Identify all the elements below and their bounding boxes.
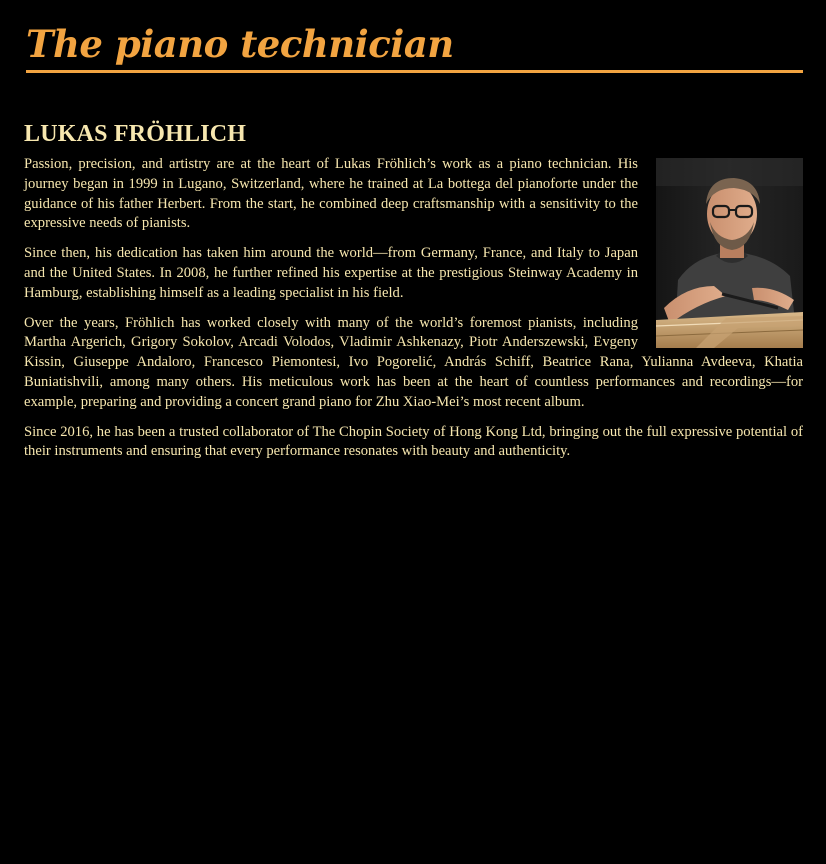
title-divider [26,70,803,73]
bio-paragraph: Since then, his dedication has taken him around the world—from Germany, France, and Italy to Japan and the United States. In 2008, he further refined his expertise at the prestigious Steinway Academy in Hamburg, establishing himself as a leading specialist in his field. [24,245,638,301]
bio-paragraph: Since 2016, he has been a trusted collaborator of The Chopin Society of Hong Kong Ltd, bringing out the full expressive potential of their instruments and ensuring that every performance resonates with beauty and authenticity. [24,423,803,460]
biography [24,155,803,472]
bio-paragraph: Over the years, Fröhlich has worked closely with many of the world’s foremost pianists, including Martha Argerich, Grigory Sokolov, Arcadi Volodos, Vladimir Ashkenazy, Piotr Anderszewski, Evgeny Kissin, Giuseppe Andaloro, Francesco Piemontesi, Ivo Pogorelić, András Schiff, Beatrice Rana, Yulianna Avdeeva, Khatia Buniatishvili, among many others. His meticulous work has been at the heart of countless performances and recordings—for example, preparing and providing a concert grand piano for Zhu Xiao-Mei’s most recent album. [24,314,803,410]
technician-name-heading: LUKAS FRÖHLICH [24,121,247,147]
bio-paragraph: Passion, precision, and artistry are at the heart of Lukas Fröhlich’s work as a piano technician. His journey began in 1999 in Lugano, Switzerland, where he trained at La bottega del pianoforte under the guidance of his father Herbert. From the start, he combined deep craftsmanship with a sensitivity to the expressive needs of pianists. [24,156,638,232]
page-title: The piano technician [26,22,454,66]
technician-portrait-photo [656,158,803,348]
